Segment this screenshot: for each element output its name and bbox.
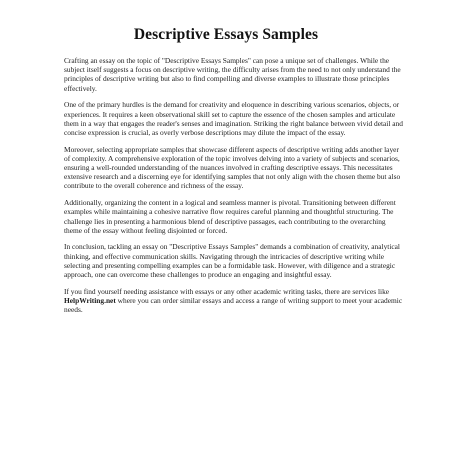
closing-text-after: where you can order similar essays and access a range of writing support to meet your academic needs. <box>64 295 403 315</box>
page-title: Descriptive Essays Samples <box>133 26 319 43</box>
document-body <box>64 56 404 314</box>
paragraph-selecting-samples: Moreover, selecting appropriate samples that showcase different aspects of descriptive writing adds another layer of complexity. A comprehensive exploration of the topic involves delving into a variety of subjects and scenarios, ensuring a well-rounded understanding of the nuances involved in crafting descriptive essays. This necessitates extensive research and a discerning eye for identifying samples that not only align with the chosen theme but also contribute to the overall coherence and richness of the essay. <box>64 144 401 191</box>
paragraph-conclusion: In conclusion, tackling an essay on "Descriptive Essays Samples" demands a combination of creativity, analytical thinking, and effective communication skills. Navigating through the intricacies of descriptive writing while selecting and presenting compelling examples can be a formidable task. However, with diligence and a strategic approach, one can overcome these challenges to produce an engaging and insightful essay. <box>64 242 400 280</box>
helpwriting-link[interactable]: HelpWriting.net <box>64 295 116 305</box>
paragraph-intro: Crafting an essay on the topic of "Descriptive Essays Samples" can pose a unique set of challenges. While the subject itself suggests a focus on descriptive writing, the difficulty arises from the need to not only understand the principles of descriptive writing but also to find compelling and diverse examples to illustrate those principles effectively. <box>64 56 401 93</box>
paragraph-hurdles: One of the primary hurdles is the demand for creativity and eloquence in describing various scenarios, objects, or experiences. It requires a keen observational skill set to capture the essence of the chosen samples and articulate them in a way that engages the reader's senses and imagination. Striking the right balance between vivid detail and concise expression is crucial, as overly verbose descriptions may dilute the impact of the essay. <box>64 100 403 137</box>
closing-text-before: If you find yourself needing assistance with essays or any other academic writing tasks, there are services like <box>64 286 390 296</box>
paragraph-organizing: Additionally, organizing the content in a logical and seamless manner is pivotal. Transitioning between different examples while maintaining a cohesive narrative flow requires careful planning and thoughtful structuring. The challenge lies in presenting a harmonious blend of descriptive passages, each contributing to the overarching theme of the essay without feeling disjointed or forced. <box>64 198 396 235</box>
paragraph-closing <box>64 287 404 315</box>
